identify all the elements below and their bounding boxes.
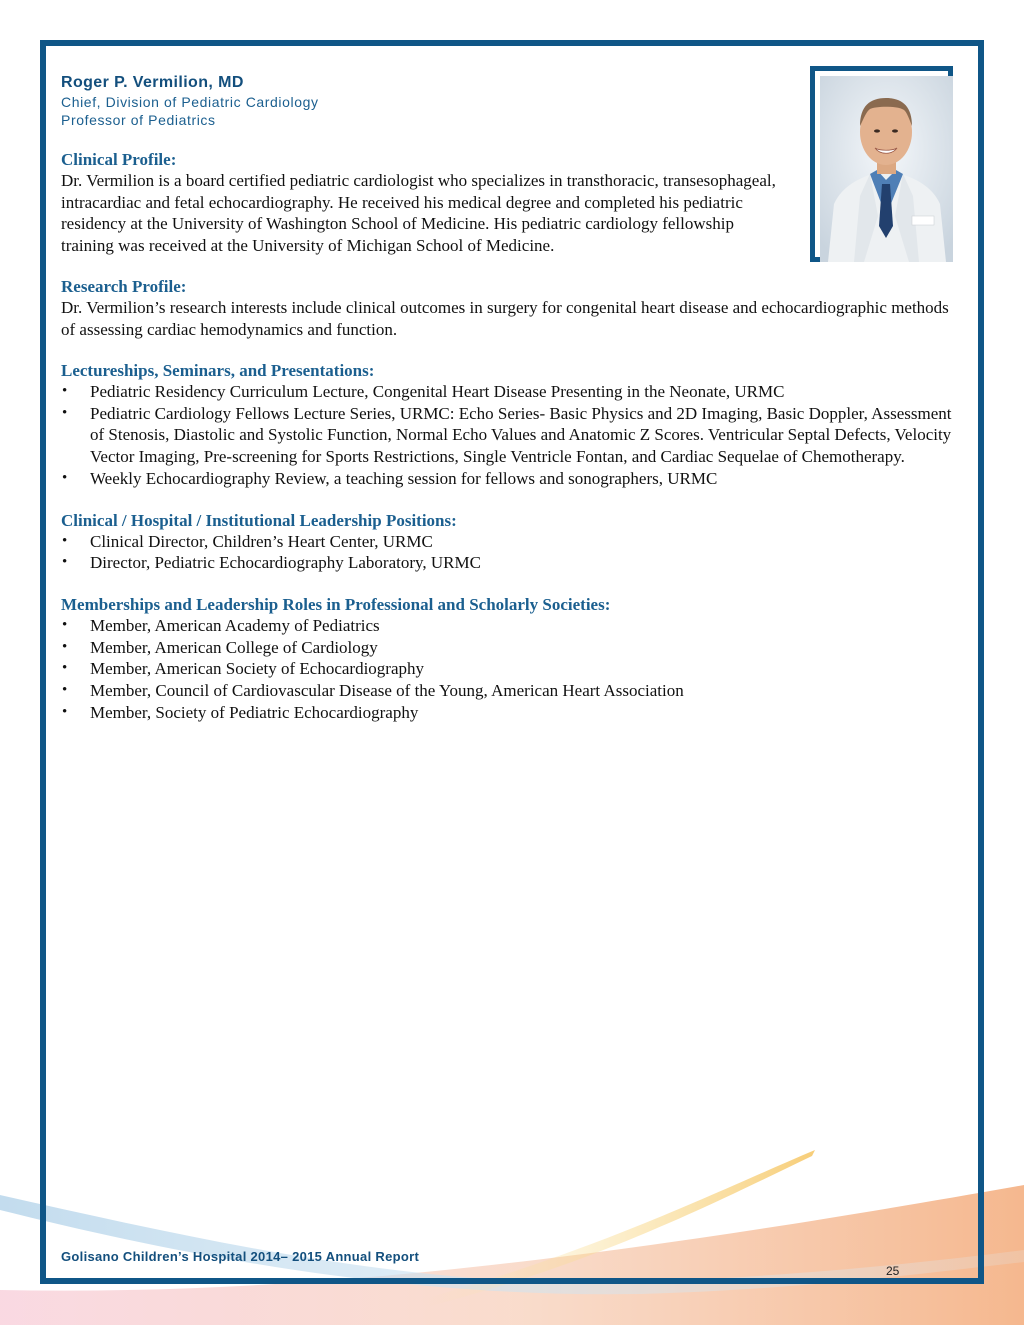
list-item (61, 468, 966, 490)
list-item (61, 615, 966, 637)
profile-name: Roger P. Vermilion, MD (61, 74, 244, 91)
clinical-profile-heading: Clinical Profile: (61, 150, 177, 169)
bullet-icon: • (62, 682, 68, 699)
bullet-icon: • (62, 703, 68, 720)
list-item-text: Pediatric Residency Curriculum Lecture, Congenital Heart Disease Presenting in the Neonate, URMC (90, 382, 785, 401)
page-number: 25 (886, 1264, 900, 1278)
report-footer: Golisano Children’s Hospital 2014– 2015 Annual Report (61, 1249, 420, 1264)
bullet-icon: • (62, 469, 68, 486)
bullet-icon: • (62, 383, 68, 399)
bullet-icon: • (62, 638, 68, 655)
leadership-heading: Clinical / Hospital / Institutional Leadership Positions: (61, 510, 457, 530)
clinical-profile-section (61, 149, 966, 256)
clinical-profile-text: Dr. Vermilion is a board certified pediatric cardiologist who specializes in transthoracic, transesophageal, intracardiac and fetal echocardiography. He received his medical degree and completed his pediatric residency at the University of Washington School of Medicine. His pediatric cardiology fellowship training was received at the University of Michigan School of Medicine. (61, 171, 776, 255)
list-item (61, 702, 966, 724)
list-item-text: Member, Society of Pediatric Echocardiography (90, 702, 419, 722)
leadership-section (61, 510, 966, 574)
research-profile-text: Dr. Vermilion’s research interests include clinical outcomes in surgery for congenital heart disease and echocardiographic methods of assessing cardiac hemodynamics and function. (61, 298, 949, 339)
research-profile-heading: Research Profile: (61, 277, 187, 296)
list-item-text: Clinical Director, Children’s Heart Center, URMC (90, 531, 433, 551)
research-profile-section (61, 276, 966, 340)
list-item-text: Member, American College of Cardiology (90, 637, 378, 657)
list-item (61, 680, 966, 702)
bullet-icon: • (62, 554, 68, 571)
lectures-heading: Lectureships, Seminars, and Presentations: (61, 361, 375, 380)
memberships-heading: Memberships and Leadership Roles in Professional and Scholarly Societies: (61, 594, 611, 614)
leadership-list (61, 531, 966, 574)
list-item-text: Pediatric Cardiology Fellows Lecture Series, URMC: Echo Series- Basic Physics and 2D Imaging, Basic Doppler, Assessment of Stenosis, Diastolic and Systolic Function, Normal Echo Values and Anatomic Z Scores. Ventricular Septal Defects, Velocity Vector Imaging, Pre-screening for Sports Restrictions, Single Ventricle Fontan, and Cardiac Sequelae of Chemotherapy. (90, 403, 952, 467)
memberships-section (61, 594, 966, 724)
bullet-icon: • (62, 532, 68, 549)
list-item (61, 658, 966, 680)
list-item (61, 381, 966, 403)
list-item-text: Weekly Echocardiography Review, a teaching session for fellows and sonographers, URMC (90, 468, 718, 488)
memberships-list (61, 615, 966, 724)
bullet-icon: • (62, 404, 68, 421)
list-item (61, 552, 966, 574)
list-item-text: Member, American Academy of Pediatrics (90, 615, 380, 635)
lectures-section (61, 360, 966, 490)
list-item (61, 403, 966, 468)
list-item (61, 637, 966, 659)
list-item-text: Member, American Society of Echocardiography (90, 659, 425, 679)
profile-title-professor: Professor of Pediatrics (61, 112, 216, 128)
list-item (61, 531, 966, 553)
profile-title-chief: Chief, Division of Pediatric Cardiology (61, 94, 319, 110)
lectures-list (61, 381, 966, 490)
profile-content (61, 73, 966, 723)
bullet-icon: • (62, 660, 68, 677)
list-item-text: Director, Pediatric Echocardiography Laboratory, URMC (90, 553, 481, 573)
bullet-icon: • (62, 616, 68, 633)
list-item-text: Member, Council of Cardiovascular Disease of the Young, American Heart Association (90, 681, 684, 701)
